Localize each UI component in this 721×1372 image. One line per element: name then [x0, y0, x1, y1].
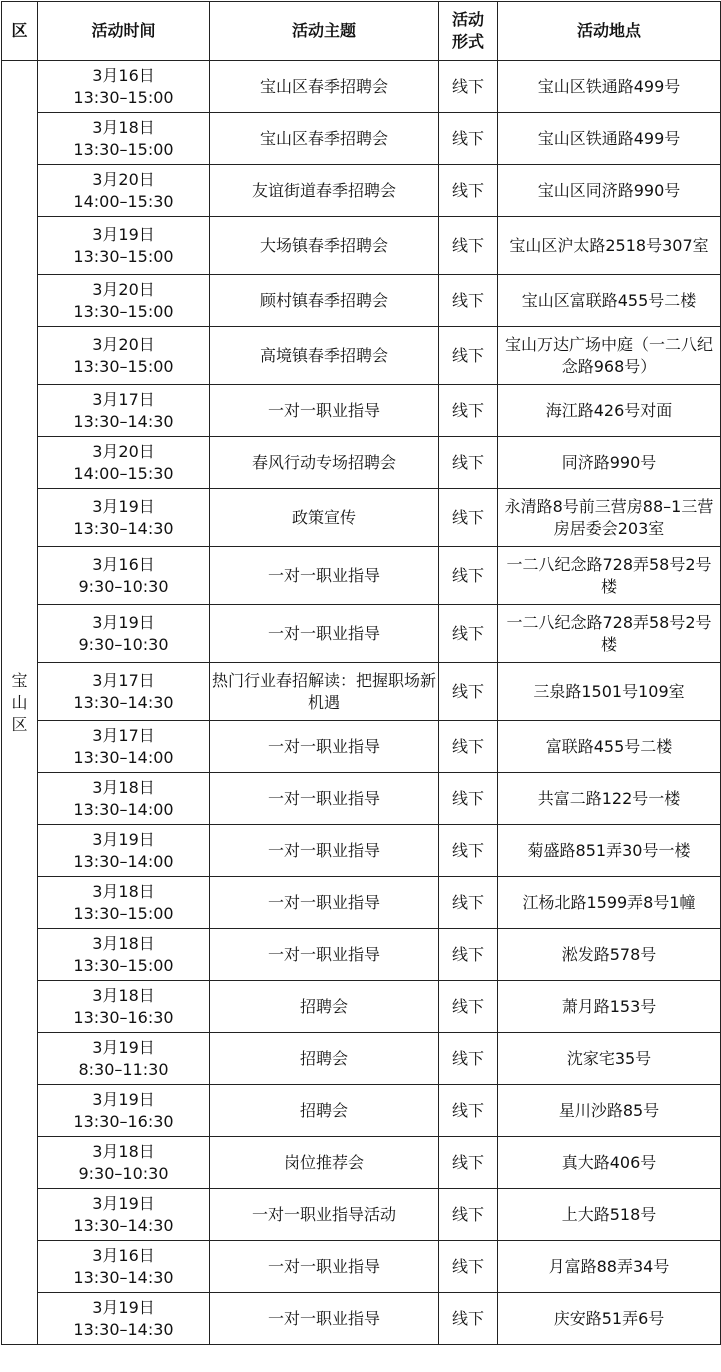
place-cell: 淞发路578号	[498, 929, 721, 981]
table-row	[2, 113, 721, 165]
form-cell: 线下	[439, 605, 498, 663]
form-cell: 线下	[439, 1189, 498, 1241]
topic-cell: 宝山区春季招聘会	[210, 61, 439, 113]
table-row	[2, 1189, 721, 1241]
header-form-label: 活动形式	[451, 10, 484, 51]
activity-hours: 13:30–15:00	[73, 903, 174, 923]
activity-hours: 13:30–14:30	[73, 518, 174, 538]
district-cell	[2, 61, 38, 1345]
activity-date: 3月17日	[92, 725, 155, 745]
place-cell: 宝山区富联路455号二楼	[498, 275, 721, 327]
table-row	[2, 1241, 721, 1293]
activity-date: 3月20日	[92, 334, 155, 354]
time-cell	[38, 275, 210, 327]
district-label: 宝山区	[11, 670, 28, 734]
topic-cell: 顾村镇春季招聘会	[210, 275, 439, 327]
activity-hours: 13:30–14:00	[73, 851, 174, 871]
topic-cell: 一对一职业指导	[210, 1241, 439, 1293]
activity-date: 3月19日	[92, 1037, 155, 1057]
activity-date: 3月18日	[92, 777, 155, 797]
topic-cell: 招聘会	[210, 981, 439, 1033]
place-cell: 永清路8号前三营房88–1三营房居委会203室	[498, 489, 721, 547]
activity-hours: 13:30–15:00	[73, 87, 174, 107]
activity-date: 3月19日	[92, 1297, 155, 1317]
place-cell: 宝山区铁通路499号	[498, 61, 721, 113]
activity-hours: 13:30–14:30	[73, 692, 174, 712]
form-cell: 线下	[439, 1293, 498, 1345]
form-cell: 线下	[439, 1241, 498, 1293]
activity-date: 3月19日	[92, 224, 155, 244]
place-cell: 一二八纪念路728弄58号2号楼	[498, 547, 721, 605]
topic-cell: 一对一职业指导	[210, 773, 439, 825]
form-cell: 线下	[439, 1085, 498, 1137]
form-cell: 线下	[439, 1137, 498, 1189]
time-cell	[38, 1033, 210, 1085]
time-cell	[38, 825, 210, 877]
time-cell	[38, 721, 210, 773]
topic-cell: 一对一职业指导	[210, 1293, 439, 1345]
table-row	[2, 165, 721, 217]
time-cell	[38, 1293, 210, 1345]
table-row	[2, 773, 721, 825]
table-row	[2, 663, 721, 721]
form-cell: 线下	[439, 437, 498, 489]
activity-hours: 9:30–10:30	[78, 576, 169, 596]
form-cell: 线下	[439, 275, 498, 327]
activity-date: 3月20日	[92, 441, 155, 461]
topic-cell: 岗位推荐会	[210, 1137, 439, 1189]
time-cell	[38, 1085, 210, 1137]
activity-hours: 13:30–16:30	[73, 1007, 174, 1027]
time-cell	[38, 663, 210, 721]
activity-hours: 13:30–15:00	[73, 955, 174, 975]
table-body	[2, 61, 721, 1345]
activity-date: 3月19日	[92, 612, 155, 632]
table-row	[2, 437, 721, 489]
form-cell: 线下	[439, 61, 498, 113]
header-time: 活动时间	[38, 2, 210, 61]
topic-cell: 春风行动专场招聘会	[210, 437, 439, 489]
time-cell	[38, 113, 210, 165]
place-cell: 三泉路1501号109室	[498, 663, 721, 721]
topic-cell: 招聘会	[210, 1085, 439, 1137]
place-cell: 星川沙路85号	[498, 1085, 721, 1137]
time-cell	[38, 605, 210, 663]
time-cell	[38, 165, 210, 217]
topic-cell: 一对一职业指导	[210, 605, 439, 663]
time-cell	[38, 217, 210, 275]
table-row	[2, 605, 721, 663]
activity-hours: 9:30–10:30	[78, 634, 169, 654]
table-row	[2, 489, 721, 547]
place-cell: 宝山区沪太路2518号307室	[498, 217, 721, 275]
header-place: 活动地点	[498, 2, 721, 61]
table-row	[2, 61, 721, 113]
time-cell	[38, 327, 210, 385]
activity-date: 3月17日	[92, 389, 155, 409]
activity-hours: 13:30–14:30	[73, 1267, 174, 1287]
time-cell	[38, 929, 210, 981]
topic-cell: 热门行业春招解读：把握职场新机遇	[210, 663, 439, 721]
topic-cell: 一对一职业指导	[210, 547, 439, 605]
place-cell: 一二八纪念路728弄58号2号楼	[498, 605, 721, 663]
table-row	[2, 1293, 721, 1345]
table-row	[2, 275, 721, 327]
time-cell	[38, 1137, 210, 1189]
form-cell: 线下	[439, 327, 498, 385]
activity-date: 3月16日	[92, 554, 155, 574]
place-cell: 宝山区同济路990号	[498, 165, 721, 217]
topic-cell: 大场镇春季招聘会	[210, 217, 439, 275]
time-cell	[38, 547, 210, 605]
topic-cell: 招聘会	[210, 1033, 439, 1085]
topic-cell: 一对一职业指导	[210, 929, 439, 981]
activity-date: 3月18日	[92, 117, 155, 137]
table-row	[2, 217, 721, 275]
topic-cell: 一对一职业指导	[210, 721, 439, 773]
header-row	[2, 2, 721, 61]
activity-date: 3月18日	[92, 933, 155, 953]
time-cell	[38, 1189, 210, 1241]
table-row	[2, 929, 721, 981]
form-cell: 线下	[439, 663, 498, 721]
form-cell: 线下	[439, 1033, 498, 1085]
activity-date: 3月19日	[92, 1193, 155, 1213]
activity-date: 3月19日	[92, 496, 155, 516]
activity-hours: 13:30–15:00	[73, 301, 174, 321]
table-row	[2, 1033, 721, 1085]
time-cell	[38, 773, 210, 825]
header-district: 区	[2, 2, 38, 61]
table-row	[2, 877, 721, 929]
activity-hours: 8:30–11:30	[78, 1059, 169, 1079]
activity-hours: 13:30–15:00	[73, 356, 174, 376]
topic-cell: 宝山区春季招聘会	[210, 113, 439, 165]
activity-hours: 13:30–14:00	[73, 799, 174, 819]
time-cell	[38, 489, 210, 547]
time-cell	[38, 61, 210, 113]
activity-hours: 13:30–14:30	[73, 411, 174, 431]
table-row	[2, 1137, 721, 1189]
topic-cell: 一对一职业指导	[210, 385, 439, 437]
activity-hours: 13:30–14:30	[73, 1319, 174, 1339]
form-cell: 线下	[439, 773, 498, 825]
activity-date: 3月18日	[92, 1141, 155, 1161]
place-cell: 宝山区铁通路499号	[498, 113, 721, 165]
activity-date: 3月19日	[92, 1089, 155, 1109]
form-cell: 线下	[439, 877, 498, 929]
activity-date: 3月18日	[92, 881, 155, 901]
activity-date: 3月18日	[92, 985, 155, 1005]
place-cell: 萧月路153号	[498, 981, 721, 1033]
activity-hours: 13:30–14:00	[73, 747, 174, 767]
topic-cell: 高境镇春季招聘会	[210, 327, 439, 385]
activity-date: 3月16日	[92, 65, 155, 85]
form-cell: 线下	[439, 113, 498, 165]
activity-table	[1, 1, 721, 1345]
form-cell: 线下	[439, 217, 498, 275]
time-cell	[38, 877, 210, 929]
table-row	[2, 327, 721, 385]
topic-cell: 一对一职业指导活动	[210, 1189, 439, 1241]
form-cell: 线下	[439, 929, 498, 981]
place-cell: 海江路426号对面	[498, 385, 721, 437]
activity-date: 3月16日	[92, 1245, 155, 1265]
topic-cell: 一对一职业指导	[210, 825, 439, 877]
activity-hours: 13:30–15:00	[73, 139, 174, 159]
table-row	[2, 825, 721, 877]
form-cell: 线下	[439, 981, 498, 1033]
table-row	[2, 385, 721, 437]
table-row	[2, 721, 721, 773]
place-cell: 江杨北路1599弄8号1幢	[498, 877, 721, 929]
topic-cell: 一对一职业指导	[210, 877, 439, 929]
activity-hours: 13:30–14:30	[73, 1215, 174, 1235]
header-form	[439, 2, 498, 61]
activity-date: 3月20日	[92, 279, 155, 299]
activity-date: 3月20日	[92, 169, 155, 189]
place-cell: 菊盛路851弄30号一楼	[498, 825, 721, 877]
place-cell: 上大路518号	[498, 1189, 721, 1241]
topic-cell: 政策宣传	[210, 489, 439, 547]
activity-hours: 14:00–15:30	[73, 463, 174, 483]
table-row	[2, 1085, 721, 1137]
form-cell: 线下	[439, 547, 498, 605]
activity-hours: 9:30–10:30	[78, 1163, 169, 1183]
activity-hours: 13:30–15:00	[73, 246, 174, 266]
place-cell: 月富路88弄34号	[498, 1241, 721, 1293]
activity-date: 3月19日	[92, 829, 155, 849]
form-cell: 线下	[439, 489, 498, 547]
place-cell: 富联路455号二楼	[498, 721, 721, 773]
form-cell: 线下	[439, 385, 498, 437]
form-cell: 线下	[439, 165, 498, 217]
table-row	[2, 981, 721, 1033]
place-cell: 宝山万达广场中庭（一二八纪念路968号）	[498, 327, 721, 385]
activity-date: 3月17日	[92, 670, 155, 690]
activity-hours: 14:00–15:30	[73, 191, 174, 211]
place-cell: 庆安路51弄6号	[498, 1293, 721, 1345]
time-cell	[38, 1241, 210, 1293]
topic-cell: 友谊街道春季招聘会	[210, 165, 439, 217]
place-cell: 真大路406号	[498, 1137, 721, 1189]
time-cell	[38, 437, 210, 489]
place-cell: 同济路990号	[498, 437, 721, 489]
header-topic: 活动主题	[210, 2, 439, 61]
place-cell: 沈家宅35号	[498, 1033, 721, 1085]
activity-hours: 13:30–16:30	[73, 1111, 174, 1131]
form-cell: 线下	[439, 825, 498, 877]
form-cell: 线下	[439, 721, 498, 773]
time-cell	[38, 981, 210, 1033]
time-cell	[38, 385, 210, 437]
table-row	[2, 547, 721, 605]
place-cell: 共富二路122号一楼	[498, 773, 721, 825]
